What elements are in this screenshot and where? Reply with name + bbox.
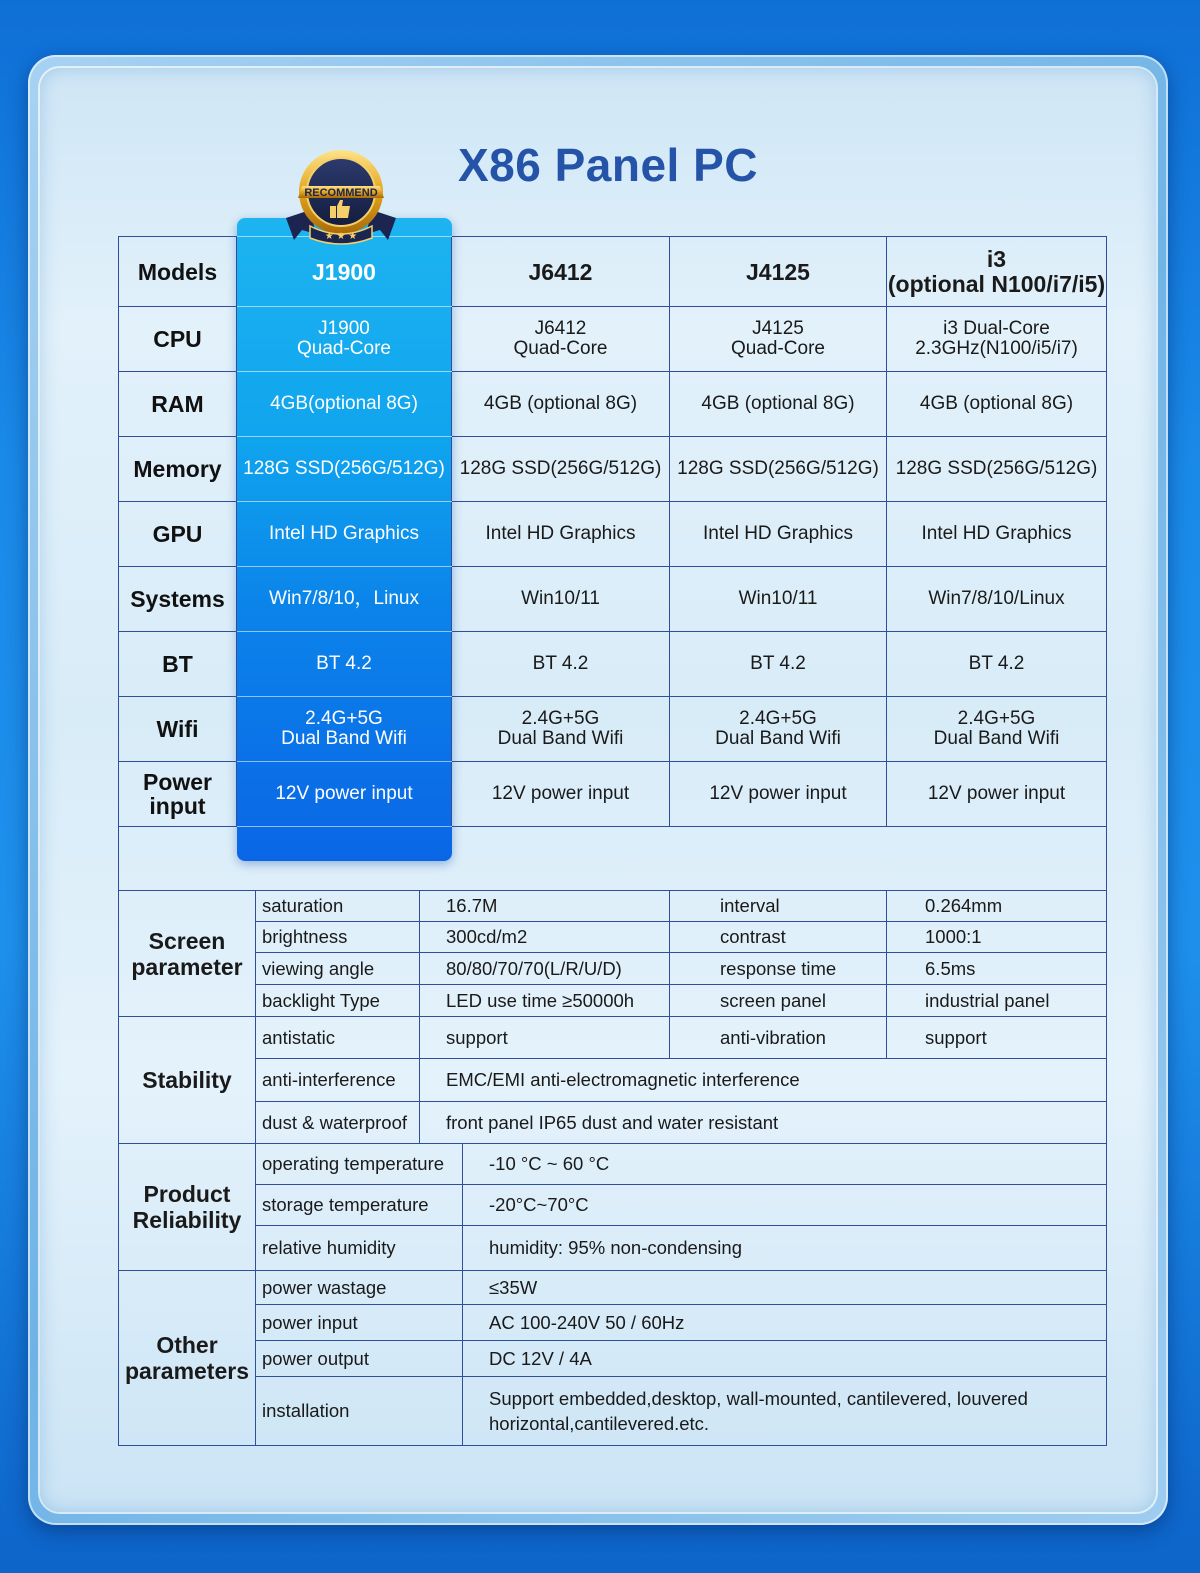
- row-label: Memory: [119, 437, 237, 502]
- model-j6412: J6412: [452, 237, 670, 307]
- param-value: 16.7M: [420, 891, 670, 922]
- spec-row-gpu: [119, 502, 1107, 567]
- param-value: support: [420, 1017, 670, 1059]
- cell: 4GB(optional 8G): [237, 372, 452, 437]
- param-label: power wastage: [256, 1271, 463, 1305]
- param-value: 300cd/m2: [420, 922, 670, 953]
- row-label: CPU: [119, 307, 237, 372]
- param-label: anti-interference: [256, 1059, 420, 1102]
- param-label: viewing angle: [256, 953, 420, 985]
- spec-row-wifi: [119, 697, 1107, 762]
- param-value: support: [887, 1017, 1107, 1059]
- param-label: anti-vibration: [670, 1017, 887, 1059]
- param-value: DC 12V / 4A: [463, 1341, 1107, 1377]
- param-label: saturation: [256, 891, 420, 922]
- cell: J6412 Quad-Core: [452, 307, 670, 372]
- param-label: storage temperature: [256, 1185, 463, 1226]
- screen-row: [119, 922, 1107, 953]
- cell: 4GB (optional 8G): [452, 372, 670, 437]
- screen-row: [119, 953, 1107, 985]
- param-value: humidity: 95% non-condensing: [463, 1226, 1107, 1271]
- param-value: 6.5ms: [887, 953, 1107, 985]
- model-j4125: J4125: [670, 237, 887, 307]
- reliability-row: [119, 1144, 1107, 1185]
- spacer-row: [119, 827, 1107, 891]
- spec-row-cpu: [119, 307, 1107, 372]
- param-label: power output: [256, 1341, 463, 1377]
- cell: Intel HD Graphics: [237, 502, 452, 567]
- cell: 12V power input: [237, 762, 452, 827]
- param-label: backlight Type: [256, 985, 420, 1017]
- row-label: BT: [119, 632, 237, 697]
- spacer-cell: [119, 827, 1107, 891]
- cell: BT 4.2: [670, 632, 887, 697]
- row-label: Systems: [119, 567, 237, 632]
- cell: Win10/11: [452, 567, 670, 632]
- screen-row: [119, 985, 1107, 1017]
- cell: Win7/8/10，Linux: [237, 567, 452, 632]
- param-value: industrial panel: [887, 985, 1107, 1017]
- param-label: relative humidity: [256, 1226, 463, 1271]
- row-label: Wifi: [119, 697, 237, 762]
- cell: 128G SSD(256G/512G): [237, 437, 452, 502]
- recommend-badge-icon: [280, 148, 402, 250]
- row-label: GPU: [119, 502, 237, 567]
- cell: 2.4G+5G Dual Band Wifi: [452, 697, 670, 762]
- cell: 12V power input: [887, 762, 1107, 827]
- cell: 128G SSD(256G/512G): [887, 437, 1107, 502]
- cell: BT 4.2: [237, 632, 452, 697]
- param-value: 80/80/70/70(L/R/U/D): [420, 953, 670, 985]
- cell: Intel HD Graphics: [670, 502, 887, 567]
- param-value: EMC/EMI anti-electromagnetic interference: [420, 1059, 1107, 1102]
- cell: 128G SSD(256G/512G): [452, 437, 670, 502]
- param-value: front panel IP65 dust and water resistant: [420, 1102, 1107, 1144]
- cell: BT 4.2: [887, 632, 1107, 697]
- spec-row-ram: [119, 372, 1107, 437]
- other-row: [119, 1377, 1107, 1446]
- model-i3: i3 (optional N100/i7/i5): [887, 237, 1107, 307]
- screen-row: [119, 891, 1107, 922]
- other-row: [119, 1341, 1107, 1377]
- cell: Intel HD Graphics: [887, 502, 1107, 567]
- section-product-reliability: Product Reliability: [119, 1144, 256, 1271]
- param-value: LED use time ≥50000h: [420, 985, 670, 1017]
- cell: 12V power input: [452, 762, 670, 827]
- row-label: Power input: [119, 762, 237, 827]
- other-row: [119, 1305, 1107, 1341]
- cell: i3 Dual-Core 2.3GHz(N100/i5/i7): [887, 307, 1107, 372]
- param-label: antistatic: [256, 1017, 420, 1059]
- stability-row: [119, 1102, 1107, 1144]
- row-label: RAM: [119, 372, 237, 437]
- reliability-row: [119, 1226, 1107, 1271]
- cell: J1900 Quad-Core: [237, 307, 452, 372]
- section-screen-parameter: Screen parameter: [119, 891, 256, 1017]
- cell: BT 4.2: [452, 632, 670, 697]
- param-value: -10 °C ~ 60 °C: [463, 1144, 1107, 1185]
- param-value: AC 100-240V 50 / 60Hz: [463, 1305, 1107, 1341]
- cell: 2.4G+5G Dual Band Wifi: [237, 697, 452, 762]
- cell: 4GB (optional 8G): [887, 372, 1107, 437]
- param-label: brightness: [256, 922, 420, 953]
- cell: 4GB (optional 8G): [670, 372, 887, 437]
- model-header-row: [119, 237, 1107, 307]
- param-value: Support embedded,desktop, wall-mounted, cantilevered, louvered horizontal,cantilevered.etc.: [463, 1377, 1107, 1446]
- section-stability: Stability: [119, 1017, 256, 1144]
- cell: J4125 Quad-Core: [670, 307, 887, 372]
- stability-row: [119, 1059, 1107, 1102]
- page-title: X86 Panel PC: [457, 139, 759, 191]
- svg-text:★ ★ ★: ★ ★ ★: [324, 231, 358, 242]
- param-label: screen panel: [670, 985, 887, 1017]
- cell: 12V power input: [670, 762, 887, 827]
- spec-row-memory: [119, 437, 1107, 502]
- other-row: [119, 1271, 1107, 1305]
- param-value: ≤35W: [463, 1271, 1107, 1305]
- param-label: dust & waterproof: [256, 1102, 420, 1144]
- spec-row-power: [119, 762, 1107, 827]
- cell: 128G SSD(256G/512G): [670, 437, 887, 502]
- model-j1900: J1900: [237, 237, 452, 307]
- cell: Win7/8/10/Linux: [887, 567, 1107, 632]
- param-label: response time: [670, 953, 887, 985]
- param-label: power input: [256, 1305, 463, 1341]
- param-label: installation: [256, 1377, 463, 1446]
- cell: Win10/11: [670, 567, 887, 632]
- cell: 2.4G+5G Dual Band Wifi: [670, 697, 887, 762]
- models-label: Models: [119, 237, 237, 307]
- param-label: operating temperature: [256, 1144, 463, 1185]
- parameter-table: [118, 890, 1107, 1446]
- stability-row: [119, 1017, 1107, 1059]
- spec-row-bt: [119, 632, 1107, 697]
- param-value: -20°C~70°C: [463, 1185, 1107, 1226]
- cell: Intel HD Graphics: [452, 502, 670, 567]
- param-value: 1000:1: [887, 922, 1107, 953]
- spec-row-systems: [119, 567, 1107, 632]
- model-spec-table: [118, 236, 1107, 891]
- badge-text: RECOMMEND: [304, 187, 378, 199]
- section-other-parameters: Other parameters: [119, 1271, 256, 1446]
- param-value: 0.264mm: [887, 891, 1107, 922]
- cell: 2.4G+5G Dual Band Wifi: [887, 697, 1107, 762]
- param-label: contrast: [670, 922, 887, 953]
- reliability-row: [119, 1185, 1107, 1226]
- param-label: interval: [670, 891, 887, 922]
